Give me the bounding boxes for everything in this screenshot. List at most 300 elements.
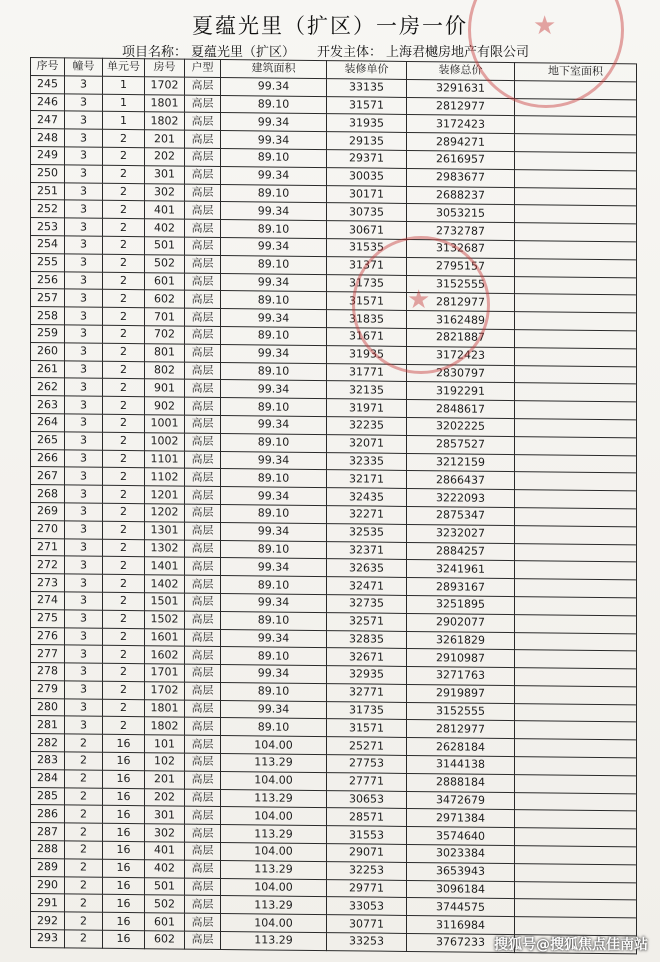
cell-type: 高层 — [185, 290, 221, 308]
cell-building: 2 — [65, 734, 103, 752]
cell-room: 601 — [145, 913, 185, 931]
cell-room: 1101 — [145, 450, 185, 468]
cell-unit: 2 — [103, 574, 145, 592]
cell-area: 99.34 — [221, 558, 327, 577]
cell-total-price: 2983677 — [407, 168, 515, 187]
cell-total-price: 3172423 — [407, 346, 515, 365]
cell-seq: 284 — [31, 769, 65, 787]
cell-total-price: 2732787 — [407, 222, 515, 241]
cell-unit: 16 — [103, 895, 145, 913]
cell-unit: 2 — [103, 717, 145, 735]
cell-building: 3 — [65, 538, 103, 556]
cell-area: 113.29 — [221, 860, 327, 879]
cell-basement-area — [515, 490, 637, 509]
cell-type: 高层 — [185, 344, 221, 362]
cell-total-price: 3162489 — [407, 311, 515, 330]
cell-type: 高层 — [185, 771, 221, 789]
cell-type: 高层 — [185, 878, 221, 896]
cell-room: 302 — [145, 824, 185, 842]
cell-total-price: 3241961 — [407, 560, 515, 579]
cell-type: 高层 — [185, 95, 221, 113]
cell-building: 3 — [65, 76, 103, 94]
cell-building: 2 — [65, 823, 103, 841]
cell-area: 113.29 — [221, 754, 327, 773]
cell-unit: 16 — [103, 824, 145, 842]
cell-basement-area — [515, 205, 637, 224]
cell-room: 902 — [145, 397, 185, 415]
cell-total-price: 2812977 — [407, 293, 515, 312]
cell-basement-area — [515, 80, 637, 99]
cell-unit-price: 33253 — [327, 933, 407, 952]
cell-unit-price: 32435 — [327, 488, 407, 507]
cell-building: 2 — [65, 877, 103, 895]
cell-building: 3 — [65, 467, 103, 485]
cell-seq: 292 — [31, 912, 65, 930]
cell-building: 3 — [65, 699, 103, 717]
cell-unit-price: 30735 — [327, 203, 407, 222]
cell-seq: 287 — [31, 823, 65, 841]
column-header-unit-price: 装修单价 — [327, 61, 407, 80]
cell-seq: 270 — [31, 520, 65, 538]
cell-total-price: 2902077 — [407, 613, 515, 632]
cell-seq: 285 — [31, 787, 65, 805]
column-header-building: 幢号 — [65, 58, 103, 76]
cell-building: 2 — [65, 805, 103, 823]
cell-type: 高层 — [185, 629, 221, 647]
cell-area: 99.34 — [221, 451, 327, 470]
column-header-total-price: 装修总价 — [407, 61, 515, 80]
cell-room: 201 — [145, 771, 185, 789]
cell-unit-price: 27771 — [327, 772, 407, 791]
cell-area: 99.34 — [221, 113, 327, 132]
cell-area: 99.34 — [221, 593, 327, 612]
project-info — [122, 41, 533, 60]
cell-basement-area — [515, 98, 637, 117]
cell-room: 1702 — [145, 76, 185, 94]
cell-total-price: 3261829 — [407, 631, 515, 650]
cell-seq: 273 — [31, 574, 65, 592]
column-header-unit: 单元号 — [103, 58, 145, 76]
cell-unit: 2 — [103, 272, 145, 290]
cell-seq: 264 — [31, 413, 65, 431]
cell-type: 高层 — [185, 593, 221, 611]
cell-type: 高层 — [185, 415, 221, 433]
cell-area: 99.34 — [221, 131, 327, 150]
cell-unit: 2 — [103, 468, 145, 486]
cell-area: 99.34 — [221, 700, 327, 719]
cell-basement-area — [515, 187, 637, 206]
cell-unit-price: 33053 — [327, 897, 407, 916]
cell-unit-price: 31735 — [327, 274, 407, 293]
cell-building: 3 — [65, 645, 103, 663]
cell-room: 602 — [145, 931, 185, 949]
cell-basement-area — [515, 241, 637, 260]
cell-basement-area — [515, 774, 637, 793]
cell-room: 1102 — [145, 468, 185, 486]
cell-total-price: 3744575 — [407, 898, 515, 917]
cell-unit-price: 31571 — [327, 292, 407, 311]
cell-building: 3 — [65, 485, 103, 503]
cell-basement-area — [515, 383, 637, 402]
cell-area: 99.34 — [221, 380, 327, 399]
cell-unit-price: 30035 — [327, 167, 407, 186]
cell-building: 3 — [65, 93, 103, 111]
cell-room: 1002 — [145, 432, 185, 450]
cell-seq: 267 — [31, 467, 65, 485]
cell-area: 89.10 — [221, 504, 327, 523]
cell-type: 高层 — [185, 842, 221, 860]
cell-building: 3 — [65, 396, 103, 414]
cell-unit: 2 — [103, 343, 145, 361]
cell-basement-area — [515, 685, 637, 704]
cell-seq: 272 — [31, 556, 65, 574]
cell-building: 3 — [65, 200, 103, 218]
cell-total-price: 2812977 — [407, 97, 515, 116]
cell-room: 501 — [145, 877, 185, 895]
cell-unit: 2 — [103, 201, 145, 219]
cell-area: 89.10 — [221, 95, 327, 114]
cell-basement-area — [515, 258, 637, 277]
cell-unit: 16 — [103, 841, 145, 859]
cell-area: 113.29 — [221, 932, 327, 951]
cell-building: 2 — [65, 930, 103, 948]
cell-basement-area — [515, 650, 637, 669]
cell-area: 89.10 — [221, 291, 327, 310]
cell-room: 1501 — [145, 593, 185, 611]
cell-unit: 2 — [103, 147, 145, 165]
cell-area: 99.34 — [221, 166, 327, 185]
cell-room: 201 — [145, 130, 185, 148]
cell-basement-area — [515, 152, 637, 171]
cell-unit-price: 29371 — [327, 150, 407, 169]
cell-total-price: 3232027 — [407, 524, 515, 543]
cell-unit-price: 31571 — [327, 96, 407, 115]
cell-basement-area — [515, 347, 637, 366]
cell-unit: 2 — [103, 646, 145, 664]
cell-total-price: 2866437 — [407, 471, 515, 490]
cell-building: 3 — [65, 254, 103, 272]
cell-total-price: 3152555 — [407, 275, 515, 294]
cell-room: 202 — [145, 148, 185, 166]
cell-unit-price: 32571 — [327, 612, 407, 631]
cell-seq: 281 — [31, 716, 65, 734]
cell-unit: 16 — [103, 930, 145, 948]
cell-unit: 1 — [103, 76, 145, 94]
cell-basement-area — [515, 632, 637, 651]
cell-building: 3 — [65, 610, 103, 628]
cell-total-price: 2795157 — [407, 257, 515, 276]
cell-unit-price: 31671 — [327, 328, 407, 347]
cell-area: 99.34 — [221, 415, 327, 434]
cell-area: 104.00 — [221, 914, 327, 933]
cell-basement-area — [515, 721, 637, 740]
cell-unit: 16 — [103, 770, 145, 788]
cell-area: 99.34 — [221, 202, 327, 221]
cell-total-price: 2857527 — [407, 435, 515, 454]
cell-area: 89.10 — [221, 611, 327, 630]
cell-room: 702 — [145, 326, 185, 344]
cell-area: 99.34 — [221, 309, 327, 328]
cell-basement-area — [515, 899, 637, 918]
cell-total-price: 2910987 — [407, 649, 515, 668]
cell-basement-area — [515, 596, 637, 615]
developer-name: 上海君樾房地产有限公司 — [386, 45, 530, 60]
cell-unit-price: 30771 — [327, 915, 407, 934]
cell-room: 701 — [145, 308, 185, 326]
cell-room: 1201 — [145, 486, 185, 504]
cell-basement-area — [515, 401, 637, 420]
cell-area: 89.10 — [221, 326, 327, 345]
cell-total-price: 2919897 — [407, 684, 515, 703]
cell-room: 1202 — [145, 504, 185, 522]
cell-total-price: 3291631 — [407, 79, 515, 98]
cell-room: 1802 — [145, 717, 185, 735]
cell-building: 3 — [65, 627, 103, 645]
cell-type: 高层 — [185, 753, 221, 771]
cell-basement-area — [515, 419, 637, 438]
cell-room: 1701 — [145, 664, 185, 682]
cell-area: 89.10 — [221, 540, 327, 559]
cell-total-price: 3222093 — [407, 489, 515, 508]
cell-seq: 261 — [31, 360, 65, 378]
cell-type: 高层 — [185, 718, 221, 736]
cell-unit: 2 — [103, 254, 145, 272]
cell-building: 3 — [65, 378, 103, 396]
cell-room: 1001 — [145, 415, 185, 433]
watermark-text: 搜狐号@搜狐焦点佳南站 — [494, 937, 648, 953]
cell-building: 2 — [65, 788, 103, 806]
cell-building: 2 — [65, 912, 103, 930]
cell-room: 302 — [145, 183, 185, 201]
cell-seq: 289 — [31, 858, 65, 876]
cell-area: 99.34 — [221, 665, 327, 684]
cell-type: 高层 — [185, 611, 221, 629]
cell-building: 3 — [65, 574, 103, 592]
page-title: 夏蕴光里（扩区）一房一价 — [192, 14, 468, 38]
cell-unit-price: 32135 — [327, 381, 407, 400]
cell-unit-price: 31771 — [327, 363, 407, 382]
cell-type: 高层 — [185, 468, 221, 486]
cell-area: 104.00 — [221, 771, 327, 790]
cell-unit: 2 — [103, 485, 145, 503]
cell-unit-price: 32635 — [327, 559, 407, 578]
cell-room: 602 — [145, 290, 185, 308]
cell-building: 3 — [65, 414, 103, 432]
cell-seq: 286 — [31, 805, 65, 823]
cell-type: 高层 — [185, 184, 221, 202]
cell-building: 3 — [65, 111, 103, 129]
cell-unit-price: 32271 — [327, 506, 407, 525]
cell-area: 99.34 — [221, 237, 327, 256]
cell-area: 89.10 — [221, 718, 327, 737]
cell-unit-price: 30653 — [327, 790, 407, 809]
cell-type: 高层 — [185, 575, 221, 593]
cell-unit: 2 — [103, 165, 145, 183]
cell-total-price: 2821887 — [407, 328, 515, 347]
cell-unit-price: 33135 — [327, 78, 407, 97]
cell-basement-area — [515, 757, 637, 776]
cell-room: 1402 — [145, 575, 185, 593]
cell-room: 402 — [145, 219, 185, 237]
cell-unit: 2 — [103, 681, 145, 699]
cell-seq: 278 — [31, 663, 65, 681]
cell-type: 高层 — [185, 255, 221, 273]
cell-seq: 293 — [31, 930, 65, 948]
cell-area: 99.34 — [221, 487, 327, 506]
cell-unit: 2 — [103, 592, 145, 610]
cell-room: 901 — [145, 379, 185, 397]
cell-unit-price: 31935 — [327, 345, 407, 364]
cell-unit: 16 — [103, 877, 145, 895]
cell-seq: 263 — [31, 396, 65, 414]
cell-room: 1302 — [145, 539, 185, 557]
column-header-room: 房号 — [145, 59, 185, 77]
cell-area: 89.10 — [221, 148, 327, 167]
cell-basement-area — [515, 846, 637, 865]
cell-room: 801 — [145, 343, 185, 361]
column-header-type: 户型 — [185, 59, 221, 77]
cell-unit-price: 32835 — [327, 630, 407, 649]
cell-area: 99.34 — [221, 344, 327, 363]
cell-seq: 268 — [31, 485, 65, 503]
cell-unit-price: 29135 — [327, 132, 407, 151]
cell-basement-area — [515, 507, 637, 526]
price-table — [30, 57, 637, 954]
cell-seq: 276 — [31, 627, 65, 645]
cell-room: 1602 — [145, 646, 185, 664]
cell-seq: 265 — [31, 431, 65, 449]
cell-type: 高层 — [185, 273, 221, 291]
column-header-area: 建筑面积 — [221, 59, 327, 78]
cell-area: 89.10 — [221, 220, 327, 239]
cell-unit: 2 — [103, 236, 145, 254]
cell-type: 高层 — [185, 397, 221, 415]
cell-total-price: 3472679 — [407, 791, 515, 810]
cell-seq: 247 — [31, 111, 65, 129]
cell-unit-price: 32735 — [327, 595, 407, 614]
cell-unit-price: 30671 — [327, 221, 407, 240]
cell-unit: 2 — [103, 396, 145, 414]
cell-basement-area — [515, 668, 637, 687]
cell-type: 高层 — [185, 896, 221, 914]
cell-basement-area — [515, 134, 637, 153]
cell-type: 高层 — [185, 433, 221, 451]
cell-seq: 258 — [31, 307, 65, 325]
cell-building: 3 — [65, 432, 103, 450]
cell-basement-area — [515, 365, 637, 384]
cell-type: 高层 — [185, 931, 221, 949]
cell-type: 高层 — [185, 201, 221, 219]
cell-basement-area — [515, 881, 637, 900]
cell-unit: 2 — [103, 663, 145, 681]
cell-room: 101 — [145, 735, 185, 753]
cell-seq: 249 — [31, 146, 65, 164]
cell-unit-price: 32471 — [327, 577, 407, 596]
cell-area: 99.34 — [221, 629, 327, 648]
cell-unit-price: 32935 — [327, 666, 407, 685]
cell-unit-price: 32235 — [327, 417, 407, 436]
cell-area: 99.34 — [221, 273, 327, 292]
cell-type: 高层 — [185, 77, 221, 95]
cell-type: 高层 — [185, 113, 221, 131]
cell-unit-price: 31935 — [327, 114, 407, 133]
cell-basement-area — [515, 223, 637, 242]
cell-basement-area — [515, 169, 637, 188]
cell-total-price: 2830797 — [407, 364, 515, 383]
cell-seq: 275 — [31, 609, 65, 627]
cell-basement-area — [515, 863, 637, 882]
cell-basement-area — [515, 116, 637, 135]
cell-basement-area — [515, 614, 637, 633]
cell-type: 高层 — [185, 486, 221, 504]
cell-unit: 2 — [103, 325, 145, 343]
seal-star-icon: ★ — [407, 285, 431, 315]
cell-room: 202 — [145, 788, 185, 806]
cell-type: 高层 — [185, 540, 221, 558]
cell-seq: 259 — [31, 324, 65, 342]
cell-seq: 257 — [31, 289, 65, 307]
cell-unit-price: 29771 — [327, 879, 407, 898]
cell-type: 高层 — [185, 664, 221, 682]
cell-unit: 16 — [103, 806, 145, 824]
cell-total-price: 3202225 — [407, 417, 515, 436]
cell-seq: 277 — [31, 645, 65, 663]
cell-room: 102 — [145, 753, 185, 771]
cell-type: 高层 — [185, 379, 221, 397]
cell-type: 高层 — [185, 308, 221, 326]
cell-room: 1801 — [145, 94, 185, 112]
cell-unit: 2 — [103, 218, 145, 236]
cell-seq: 254 — [31, 235, 65, 253]
cell-unit-price: 27753 — [327, 755, 407, 774]
cell-room: 1502 — [145, 610, 185, 628]
cell-unit: 2 — [103, 290, 145, 308]
column-header-seq: 序号 — [31, 58, 65, 76]
cell-room: 502 — [145, 254, 185, 272]
cell-unit-price: 31835 — [327, 310, 407, 329]
cell-room: 1702 — [145, 682, 185, 700]
cell-seq: 262 — [31, 378, 65, 396]
cell-unit: 2 — [103, 557, 145, 575]
cell-basement-area — [515, 276, 637, 295]
cell-area: 89.10 — [221, 255, 327, 274]
cell-unit-price: 31971 — [327, 399, 407, 418]
cell-total-price: 2875347 — [407, 506, 515, 525]
cell-unit-price: 31571 — [327, 719, 407, 738]
cell-building: 3 — [65, 289, 103, 307]
cell-basement-area — [515, 703, 637, 722]
cell-building: 3 — [65, 165, 103, 183]
cell-seq: 282 — [31, 734, 65, 752]
cell-basement-area — [515, 330, 637, 349]
cell-seq: 250 — [31, 164, 65, 182]
cell-total-price: 2628184 — [407, 738, 515, 757]
cell-room: 1801 — [145, 699, 185, 717]
cell-area: 113.29 — [221, 825, 327, 844]
cell-building: 3 — [65, 716, 103, 734]
cell-seq: 252 — [31, 200, 65, 218]
cell-type: 高层 — [185, 522, 221, 540]
cell-seq: 269 — [31, 502, 65, 520]
cell-building: 3 — [65, 592, 103, 610]
cell-total-price: 3172423 — [407, 115, 515, 134]
cell-unit-price: 31553 — [327, 826, 407, 845]
cell-seq: 271 — [31, 538, 65, 556]
cell-seq: 279 — [31, 680, 65, 698]
cell-type: 高层 — [185, 130, 221, 148]
cell-building: 3 — [65, 663, 103, 681]
project-label: 项目名称： — [122, 45, 188, 60]
